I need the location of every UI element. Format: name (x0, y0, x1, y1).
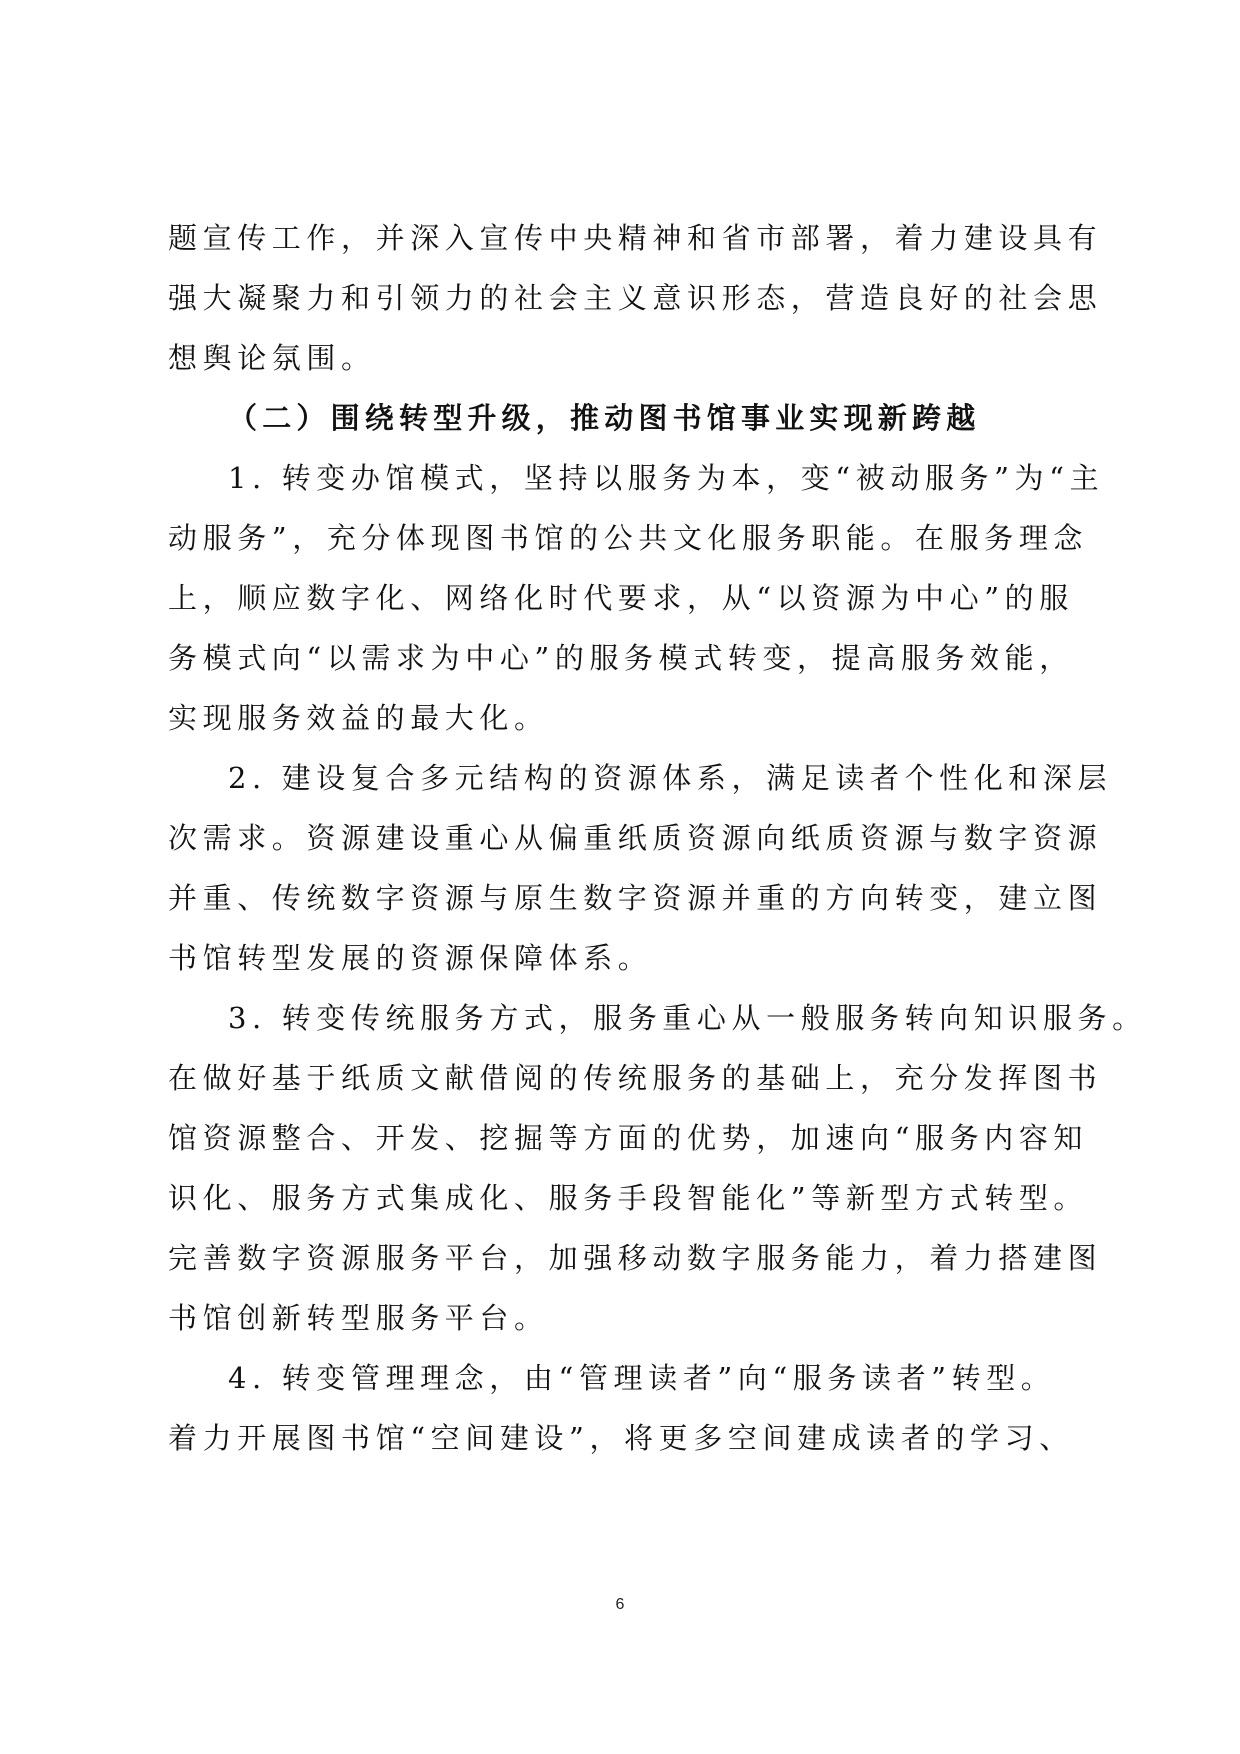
text-line: 并重、传统数字资源与原生数字资源并重的方向转变，建立图 (168, 881, 1103, 915)
text-line: 着力开展图书馆“空间建设”，将更多空间建成读者的学习、 (168, 1421, 1074, 1455)
text-line: 4. 转变管理理念，由“管理读者”向“服务读者”转型。 (228, 1361, 1056, 1395)
text-line: 3. 转变传统服务方式，服务重心从一般服务转向知识服务。 (228, 1001, 1147, 1035)
text-line: 题宣传工作，并深入宣传中央精神和省市部署，着力建设具有 (168, 221, 1103, 255)
text-line: 次需求。资源建设重心从偏重纸质资源向纸质资源与数字资源 (168, 821, 1103, 855)
text-line: 实现服务效益的最大化。 (168, 701, 549, 735)
text-line: 2. 建设复合多元结构的资源体系，满足读者个性化和深层 (228, 761, 1113, 795)
text-line: 识化、服务方式集成化、服务手段智能化”等新型方式转型。 (168, 1181, 1089, 1215)
text-line: 1. 转变办馆模式，坚持以服务为本，变“被动服务”为“主 (228, 461, 1105, 495)
section-heading: （二）围绕转型升级，推动图书馆事业实现新跨越 (228, 401, 981, 435)
text-line: 在做好基于纸质文献借阅的传统服务的基础上，充分发挥图书 (168, 1061, 1103, 1095)
page-number: 6 (615, 1596, 625, 1613)
text-line: 馆资源整合、开发、挖掘等方面的优势，加速向“服务内容知 (168, 1121, 1089, 1155)
text-line: 书馆创新转型服务平台。 (168, 1301, 549, 1335)
text-line: 务模式向“以需求为中心”的服务模式转变，提高服务效能， (168, 641, 1074, 675)
text-line: 上，顺应数字化、网络化时代要求，从“以资源为中心”的服 (168, 581, 1074, 615)
text-line: 想舆论氛围。 (168, 341, 376, 375)
text-line: 强大凝聚力和引领力的社会主义意识形态，营造良好的社会思 (168, 281, 1103, 315)
text-line: 完善数字资源服务平台，加强移动数字服务能力，着力搭建图 (168, 1241, 1103, 1275)
text-line: 动服务”，充分体现图书馆的公共文化服务职能。在服务理念 (168, 521, 1089, 555)
text-line: 书馆转型发展的资源保障体系。 (168, 941, 653, 975)
